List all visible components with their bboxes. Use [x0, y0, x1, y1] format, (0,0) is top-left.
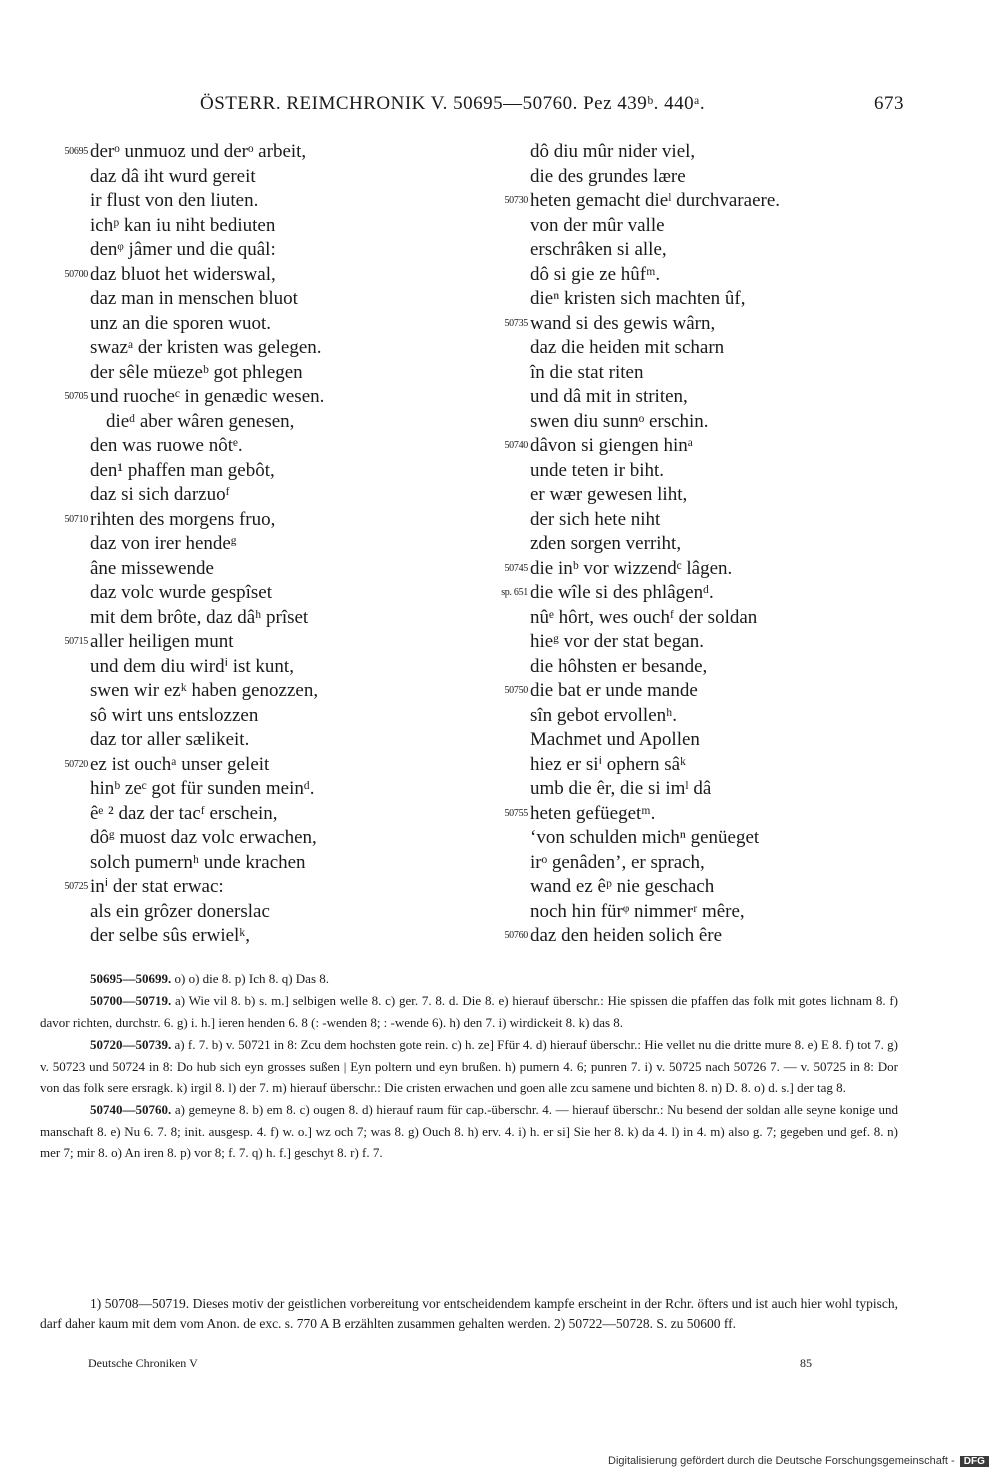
- verse-line: [480, 581, 940, 606]
- verse-text: die hôhsten er besande,: [530, 655, 708, 677]
- verse-line: [480, 777, 940, 802]
- verse-line: [40, 581, 480, 606]
- verse-text: denᵠ jâmer und die quâl:: [90, 239, 276, 260]
- credit-text: Digitalisierung gefördert durch die Deutsche Forschungsgemeinschaft -: [608, 1455, 955, 1467]
- verse-text: dô si gie ze hûfᵐ.: [530, 263, 661, 285]
- verse-text: der sêle müezeᵇ got phlegen: [90, 361, 303, 383]
- footnotes: [40, 1294, 898, 1334]
- running-title: ÖSTERR. REIMCHRONIK V. 50695—50760. Pez 439ᵇ. 440ᵃ.: [200, 93, 706, 114]
- verse-text: Machmet und Apollen: [530, 729, 700, 750]
- verse-line: [480, 434, 940, 459]
- verse-line: [480, 361, 940, 386]
- verse-line: [480, 826, 940, 851]
- verse-line: [40, 238, 480, 263]
- verse-text: und dem diu wirdⁱ ist kunt,: [90, 655, 294, 677]
- verse-line: [480, 704, 940, 729]
- verse-line: [40, 263, 480, 288]
- line-number: sp. 651: [501, 587, 528, 598]
- verse-column-right: [480, 140, 940, 949]
- verse-line: [480, 753, 940, 778]
- apparatus-text: a) f. 7. b) v. 50721 in 8: Zcu dem hochsten gote rein. c) h. ze] Ffür 4. d) hierauf überschr.: Hie vellet nu die dritte mure 8. e) E 8. f) tot 7. g) v. 50723 und 50724 in 8: Do hub sich eyn grosses sußen | Eyn poltern und eyn brußen. h) pumern 4. 6; punren 7. i) v. 50725 nach 50726 7. — v. 50725 in 8: Dor von das folk sere ersragk. k) irgil 8. l) der 7. m) hierauf überschr.: Die cristen erwachen und goen alle zcu samene und bichten 8. n) D. 8. o) d. s.] der tag 8.: [40, 1037, 898, 1096]
- verse-text: derᵒ unmuoz und derᵒ arbeit,: [90, 141, 307, 162]
- verse-line: [40, 851, 480, 876]
- verse-line: [480, 728, 940, 753]
- verse-text: daz man in menschen bluot: [90, 288, 298, 309]
- line-number: 50730: [504, 195, 528, 206]
- apparatus-range: 50720—50739.: [90, 1037, 172, 1053]
- verse-text: daz den heiden solich êre: [530, 925, 723, 946]
- apparatus-range: 50700—50719.: [90, 993, 172, 1009]
- verse-line: [40, 287, 480, 312]
- verse-line: [480, 263, 940, 288]
- verse-text: wand ez êᵖ nie geschach: [530, 876, 715, 897]
- verse-line: [480, 336, 940, 361]
- verse-text: unz an die sporen wuot.: [90, 312, 271, 334]
- verse-line: [480, 410, 940, 435]
- apparatus-range: 50695—50699.: [90, 971, 172, 986]
- verse-line: [480, 483, 940, 508]
- line-number: 50710: [64, 513, 88, 525]
- verse-line: [40, 434, 480, 459]
- verse-text: umb die êr, die si imˡ dâ: [530, 778, 712, 799]
- verse-text: solch pumernʰ unde krachen: [90, 851, 306, 873]
- running-header: [0, 93, 1000, 121]
- verse-line: [480, 459, 940, 484]
- verse-line: [480, 900, 940, 925]
- verse-line: [40, 875, 480, 900]
- verse-text: rihten des morgens fruo,: [90, 508, 276, 530]
- apparatus-text: a) gemeyne 8. b) em 8. c) ougen 8. d) hierauf raum für cap.-überschr. 4. — hierauf überschr.: Nu besend der soldan alle seyne konige und manschaft 8. e) Nu 6. 7. 8; init. ausgesp. 4. f) w. o.] wz och 7; was 8. g) Ouch 8. h) erv. 4. i) h. er si] Sie her 8. k) da 4. l) in 4. m) also g. 7; gegeben und gef. 8. n) mer 7; mir 8. o) An iren 8. p) vor 8; f. 7. q) h. f.] geschyt 8. r) f. 7.: [40, 1102, 898, 1161]
- verse-line: [40, 385, 480, 410]
- verse-text: die inᵇ vor wizzendᶜ lâgen.: [530, 557, 733, 579]
- verse-line: [40, 679, 480, 704]
- verse-column-left: [40, 140, 480, 949]
- verse-text: âne missewende: [90, 557, 214, 579]
- verse-text: als ein grôzer donerslac: [90, 900, 270, 922]
- verse-line: [40, 777, 480, 802]
- series-title: Deutsche Chroniken V: [88, 1356, 198, 1370]
- verse-text: dieᵈ aber wâren genesen,: [106, 410, 295, 432]
- verse-text: erschrâken si alle,: [530, 239, 667, 260]
- verse-text: den¹ phaffen man gebôt,: [90, 459, 275, 481]
- verse-text: unde teten ir biht.: [530, 459, 665, 481]
- verse-text: daz dâ iht wurd gereit: [90, 165, 256, 187]
- apparatus-entry: [40, 968, 898, 989]
- verse-text: die wîle si des phlâgenᵈ.: [530, 582, 714, 603]
- verse-line: [40, 508, 480, 533]
- apparatus-text: o) o) die 8. p) Ich 8. q) Das 8.: [171, 971, 330, 986]
- digitization-credit: [608, 1455, 989, 1467]
- verse-line: [40, 410, 480, 435]
- line-number: 50695: [64, 146, 88, 157]
- verse-text: heten gefüegetᵐ.: [530, 802, 656, 824]
- verse-text: daz tor aller sælikeit.: [90, 729, 250, 750]
- verse-text: wand si des gewis wârn,: [530, 312, 716, 334]
- verse-line: [480, 679, 940, 704]
- line-number: 50745: [504, 562, 528, 574]
- verse-line: [480, 532, 940, 557]
- verse-text: dieⁿ kristen sich machten ûf,: [530, 288, 746, 309]
- line-number: 50750: [504, 685, 528, 696]
- verse-text: hieᵍ vor der stat began.: [530, 631, 705, 652]
- verse-line: [40, 826, 480, 851]
- verse-line: [40, 924, 480, 949]
- verse-line: [480, 630, 940, 655]
- signature-mark: 85: [800, 1356, 812, 1370]
- verse-text: inⁱ der stat erwac:: [90, 876, 224, 897]
- verse-text: swen diu sunnᵒ erschin.: [530, 410, 709, 432]
- verse-line: [480, 287, 940, 312]
- line-number: 50760: [504, 930, 528, 941]
- verse-text: den was ruowe nôtᵉ.: [90, 435, 243, 456]
- verse-text: daz si sich darzuoᶠ: [90, 484, 230, 505]
- apparatus-entry: [40, 990, 898, 1033]
- verse-text: der sich hete niht: [530, 508, 661, 530]
- verse-text: heten gemacht dieˡ durchvaraere.: [530, 190, 781, 211]
- verse-text: daz die heiden mit scharn: [530, 337, 725, 358]
- verse-line: [480, 606, 940, 631]
- apparatus-range: 50740—50760.: [90, 1102, 172, 1118]
- verse-line: [40, 189, 480, 214]
- verse-text: mit dem brôte, daz dâʰ prîset: [90, 606, 309, 628]
- verse-line: [480, 557, 940, 582]
- line-number: 50700: [64, 268, 88, 280]
- line-number: 50705: [64, 391, 88, 402]
- verse-text: êᵉ ² daz der tacᶠ erschein,: [90, 802, 278, 824]
- verse-text: von der mûr valle: [530, 214, 665, 236]
- line-number: 50740: [504, 440, 528, 451]
- verse-line: [480, 238, 940, 263]
- verse-text: aller heiligen munt: [90, 631, 234, 652]
- verse-text: hinᵇ zeᶜ got für sunden meinᵈ.: [90, 778, 315, 799]
- verse-line: [480, 875, 940, 900]
- verse-text: hiez er siⁱ ophern sâᵏ: [530, 753, 687, 775]
- verse-line: [480, 924, 940, 949]
- verse-line: [40, 312, 480, 337]
- verse-text: der selbe sûs erwielᵏ,: [90, 925, 251, 946]
- verse-line: [480, 851, 940, 876]
- dfg-logo: DFG: [960, 1456, 989, 1467]
- verse-text: daz volc wurde gespîset: [90, 582, 273, 603]
- verse-line: [40, 606, 480, 631]
- verse-line: [480, 655, 940, 680]
- verse-line: [40, 630, 480, 655]
- verse-text: die bat er unde mande: [530, 680, 698, 701]
- page-number: 673: [874, 93, 904, 114]
- verse-text: în die stat riten: [530, 361, 644, 383]
- verse-text: er wær gewesen liht,: [530, 484, 688, 505]
- verse-text: sîn gebot ervollenʰ.: [530, 704, 677, 726]
- verse-text: und ruocheᶜ in genædic wesen.: [90, 386, 325, 407]
- verse-line: [480, 165, 940, 190]
- verse-text: und dâ mit in striten,: [530, 386, 688, 407]
- verse-text: noch hin fürᵠ nimmerʳ mêre,: [530, 900, 745, 922]
- verse-line: [480, 385, 940, 410]
- verse-text: swazᵃ der kristen was gelegen.: [90, 337, 322, 358]
- verse-text: zden sorgen verriht,: [530, 533, 682, 554]
- verse-line: [40, 483, 480, 508]
- verse-text: daz von irer hendeᵍ: [90, 533, 237, 554]
- verse-text: irᵒ genâden’, er sprach,: [530, 851, 705, 873]
- verse-line: [40, 753, 480, 778]
- verse-line: [40, 214, 480, 239]
- verse-text: ‘von schulden michⁿ genüeget: [530, 827, 760, 848]
- verse-line: [480, 312, 940, 337]
- verse-line: [40, 165, 480, 190]
- verse-text: ichᵖ kan iu niht bediuten: [90, 214, 276, 236]
- verse-text: ez ist ouchᵃ unser geleit: [90, 753, 270, 775]
- verse-line: [40, 655, 480, 680]
- verse-text: swen wir ezᵏ haben genozzen,: [90, 680, 319, 701]
- line-number: 50735: [504, 317, 528, 329]
- verse-line: [40, 532, 480, 557]
- verse-line: [40, 802, 480, 827]
- verse-text: ir flust von den liuten.: [90, 190, 259, 211]
- footnote: 1) 50708—50719. Dieses motiv der geistlichen vorbereitung vor entscheidendem kampfe erscheint in der Rchr. öfters und ist auch hier wohl typisch, darf daher kaum mit dem vom Anon. de exc. s. 770 A B erzählten zusammen gehalten werden. 2) 50722—50728. S. zu 50600 ff.: [40, 1296, 898, 1331]
- line-number: 50725: [64, 881, 88, 892]
- verse-text: sô wirt uns entslozzen: [90, 704, 259, 726]
- critical-apparatus: [40, 968, 898, 1165]
- verse-line: [480, 508, 940, 533]
- verse-line: [40, 336, 480, 361]
- verse-line: [40, 557, 480, 582]
- verse-text: daz bluot het widerswal,: [90, 263, 276, 285]
- verse-text: dâvon si giengen hinᵃ: [530, 435, 693, 456]
- verse-line: [40, 361, 480, 386]
- verse-line: [480, 189, 940, 214]
- line-number: 50755: [504, 807, 528, 819]
- verse-line: [480, 140, 940, 165]
- line-number: 50720: [64, 758, 88, 770]
- verse-line: [480, 802, 940, 827]
- apparatus-entry: [40, 1034, 898, 1098]
- verse-line: [40, 704, 480, 729]
- verse-text: dôᵍ muost daz volc erwachen,: [90, 827, 317, 848]
- verse-text: nûᵉ hôrt, wes ouchᶠ der soldan: [530, 606, 758, 628]
- verse-line: [40, 900, 480, 925]
- verse-text: die des grundes lære: [530, 165, 686, 187]
- verse-text: dô diu mûr nider viel,: [530, 141, 696, 162]
- verse-line: [480, 214, 940, 239]
- apparatus-entry: [40, 1099, 898, 1163]
- verse-line: [40, 728, 480, 753]
- verse-line: [40, 140, 480, 165]
- verse-line: [40, 459, 480, 484]
- apparatus-text: a) Wie vil 8. b) s. m.] selbigen welle 8. c) ger. 7. 8. d. Die 8. e) hierauf überschr.: Hie spissen die pfaffen das folk mit gotes lichnam 8. f) davor richten, durchstr. 6. g) i. h.] ieren henden 6. 8 (: -wenden 8; : -wende 6). h) den 7. i) wirdickeit 8. k) das 8.: [40, 993, 898, 1030]
- line-number: 50715: [64, 636, 88, 647]
